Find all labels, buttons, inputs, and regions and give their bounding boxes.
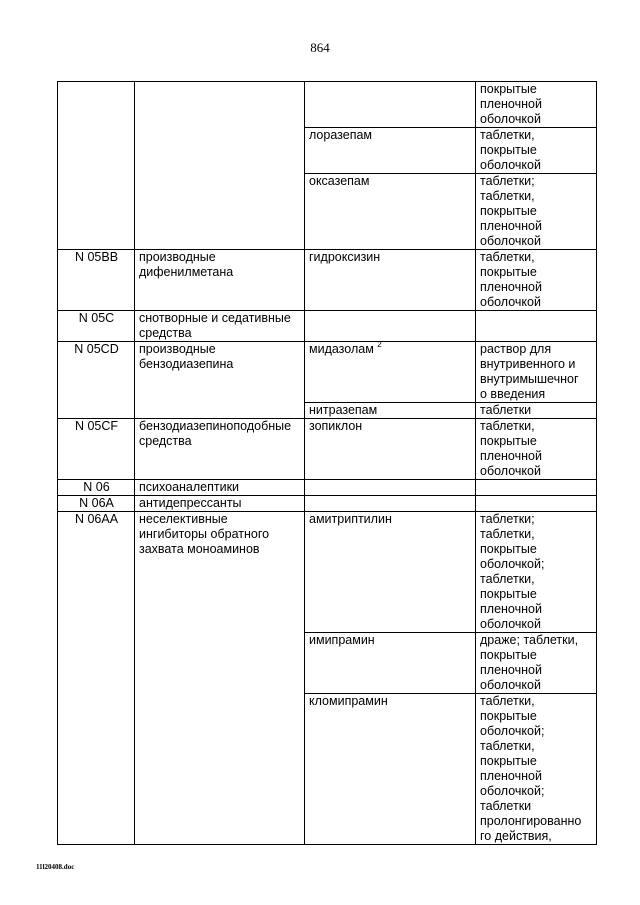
drug-name-cell	[305, 342, 476, 403]
page-number: 864	[310, 40, 330, 55]
group-cell: производные дифенилметана	[135, 250, 305, 311]
drug-name-cell	[305, 496, 476, 512]
dosage-form-cell: драже; таблетки, покрытые пленочной оболочкой	[476, 633, 597, 694]
group-cell: антидепрессанты	[135, 496, 305, 512]
drug-name: лоразепам	[309, 128, 373, 142]
drug-table	[57, 81, 597, 845]
drug-name: амитриптилин	[309, 512, 392, 526]
group-cell: снотворные и седативные средства	[135, 311, 305, 342]
dosage-form-cell: таблетки, покрытые пленочной оболочкой	[476, 419, 597, 480]
atc-code-cell	[58, 82, 135, 250]
drug-name-cell	[305, 480, 476, 496]
dosage-form-cell	[476, 311, 597, 342]
footer-filename: 11l20408.doc	[36, 863, 75, 871]
dosage-form-cell: таблетки, покрытые оболочкой	[476, 128, 597, 174]
drug-name: оксазепам	[309, 174, 370, 188]
drug-name: кломипрамин	[309, 694, 388, 708]
table-row	[58, 250, 597, 311]
group-cell	[135, 82, 305, 250]
drug-name: зопиклон	[309, 419, 363, 433]
atc-code-cell: N 06A	[58, 496, 135, 512]
dosage-form-cell	[476, 480, 597, 496]
dosage-form-cell: таблетки; таблетки, покрытые пленочной оболочкой	[476, 174, 597, 250]
group-cell: неселективные ингибиторы обратного захвата моноаминов	[135, 512, 305, 845]
atc-code-cell: N 05CF	[58, 419, 135, 480]
table-row	[58, 311, 597, 342]
drug-name-cell	[305, 128, 476, 174]
dosage-form-cell: раствор для внутривенного и внутримышечног о введения	[476, 342, 597, 403]
dosage-form-cell: таблетки, покрытые пленочной оболочкой	[476, 250, 597, 311]
atc-code-cell: N 06	[58, 480, 135, 496]
table-row	[58, 342, 597, 403]
dosage-form-cell: таблетки	[476, 403, 597, 419]
table-row	[58, 512, 597, 633]
dosage-form-cell: таблетки, покрытые оболочкой; таблетки, покрытые пленочной оболочкой; таблетки пролонгированно го действия,	[476, 694, 597, 845]
group-cell: производные бензодиазепина	[135, 342, 305, 419]
drug-name-cell	[305, 512, 476, 633]
table-row	[58, 82, 597, 128]
atc-code-cell: N 06AA	[58, 512, 135, 845]
atc-code-cell: N 05CD	[58, 342, 135, 419]
footnote-marker: 2	[377, 340, 382, 349]
drug-name: мидазолам	[309, 342, 374, 356]
atc-code-cell: N 05BB	[58, 250, 135, 311]
dosage-form-cell: покрытые пленочной оболочкой	[476, 82, 597, 128]
drug-name: нитразепам	[309, 403, 378, 417]
drug-name-cell	[305, 82, 476, 128]
drug-name-cell	[305, 694, 476, 845]
drug-name: имипрамин	[309, 633, 375, 647]
drug-name-cell	[305, 419, 476, 480]
drug-name-cell	[305, 311, 476, 342]
group-cell: психоаналептики	[135, 480, 305, 496]
table-row	[58, 480, 597, 496]
drug-name-cell	[305, 633, 476, 694]
drug-name-cell	[305, 174, 476, 250]
drug-name-cell	[305, 403, 476, 419]
atc-code-cell: N 05C	[58, 311, 135, 342]
table-row	[58, 496, 597, 512]
drug-name-cell	[305, 250, 476, 311]
table-row	[58, 419, 597, 480]
drug-name: гидроксизин	[309, 250, 381, 264]
dosage-form-cell: таблетки; таблетки, покрытые оболочкой; таблетки, покрытые пленочной оболочкой	[476, 512, 597, 633]
dosage-form-cell	[476, 496, 597, 512]
group-cell: бензодиазепиноподобные средства	[135, 419, 305, 480]
